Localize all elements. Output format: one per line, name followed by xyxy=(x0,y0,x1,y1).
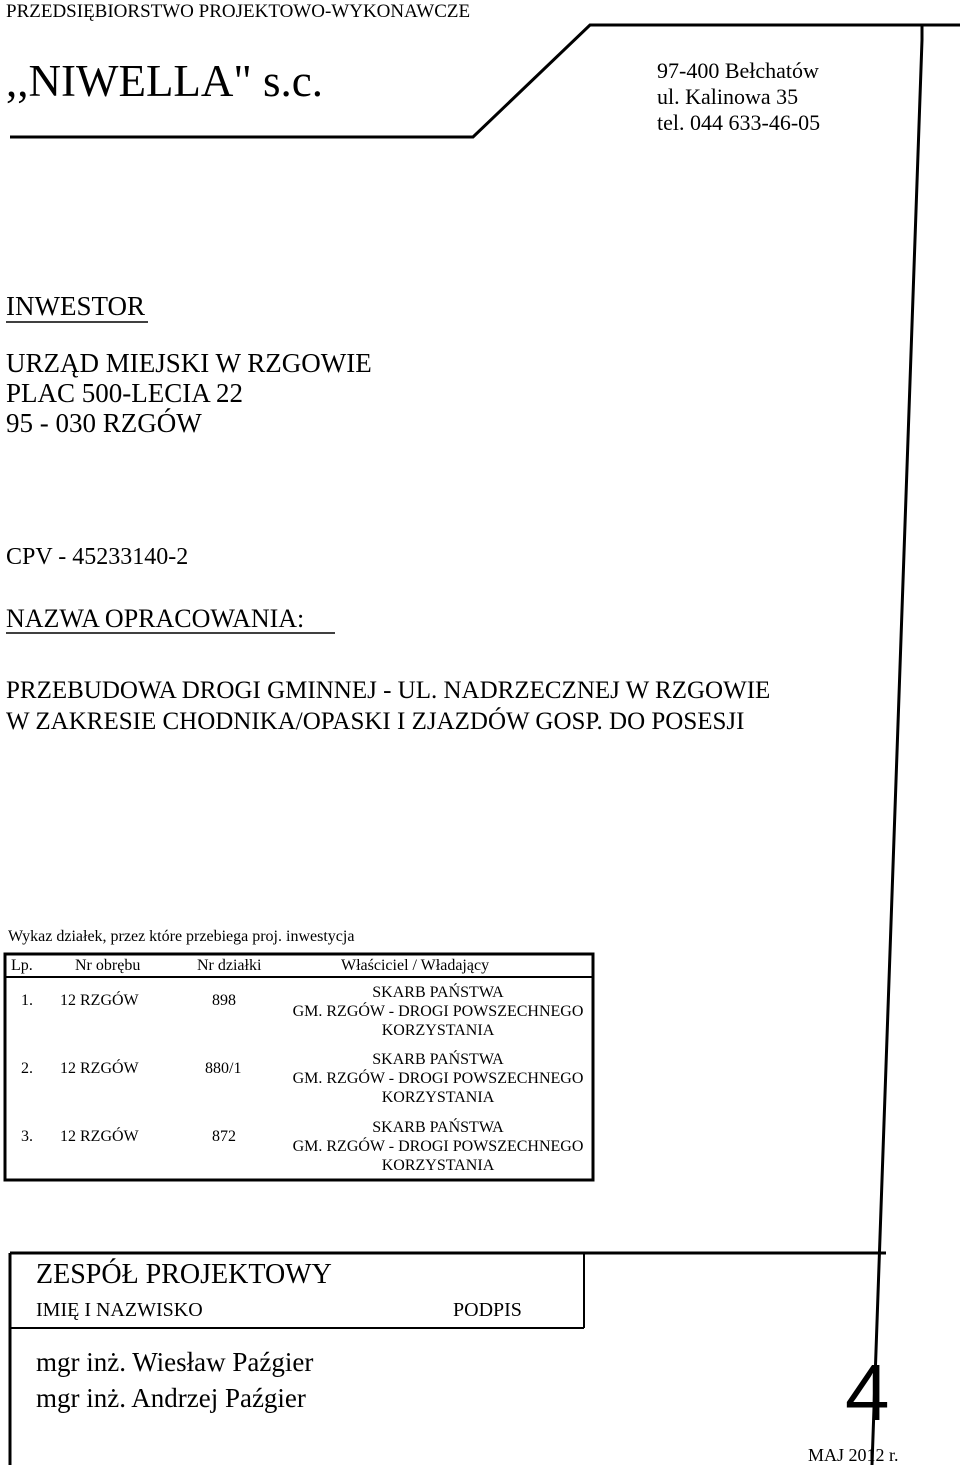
row-lp: 1. xyxy=(21,992,33,1009)
row-lp: 3. xyxy=(21,1128,33,1145)
team-sign-header: PODPIS xyxy=(453,1299,522,1321)
issue-date: MAJ 2012 r. xyxy=(808,1445,899,1465)
team-name-header: IMIĘ I NAZWISKO xyxy=(36,1299,203,1321)
team-members xyxy=(36,1344,313,1416)
address-street: ul. Kalinowa 35 xyxy=(657,84,799,109)
owner-line: SKARB PAŃSTWA xyxy=(372,1119,504,1136)
project-title-line: W ZAKRESIE CHODNIKA/OPASKI I ZJAZDÓW GOSP. DO POSESJI xyxy=(6,708,745,735)
team-member: mgr inż. Andrzej Paźgier xyxy=(36,1383,306,1413)
row-owner xyxy=(283,1050,593,1107)
project-title-line: PRZEBUDOWA DROGI GMINNEJ - UL. NADRZECZNEJ W RZGOWIE xyxy=(6,677,771,704)
investor-street: PLAC 500-LECIA 22 xyxy=(6,378,244,408)
investor-block xyxy=(6,348,372,438)
row-owner xyxy=(283,1118,593,1175)
owner-line: GM. RZGÓW - DROGI POWSZECHNEGO xyxy=(292,1003,584,1020)
row-owner xyxy=(283,983,593,1040)
header-dzialka: Nr działki xyxy=(197,957,262,974)
cpv-code: CPV - 45233140-2 xyxy=(6,544,189,570)
investor-city: 95 - 030 RZGÓW xyxy=(6,408,202,438)
owner-line: SKARB PAŃSTWA xyxy=(372,1051,504,1068)
address-city: 97-400 Bełchatów xyxy=(657,58,819,83)
investor-name: URZĄD MIEJSKI W RZGOWIE xyxy=(6,348,372,378)
sheet-number: 4 xyxy=(845,1348,890,1437)
owner-line: KORZYSTANIA xyxy=(381,1022,495,1039)
investor-label: INWESTOR xyxy=(6,291,145,321)
parcels-title: Wykaz działek, przez które przebiega proj. inwestycja xyxy=(8,928,355,945)
owner-line: KORZYSTANIA xyxy=(381,1089,495,1106)
header-lp: Lp. xyxy=(11,957,33,974)
header-obreb: Nr obrębu xyxy=(75,957,141,974)
row-dzialka: 872 xyxy=(212,1128,236,1145)
project-label: NAZWA OPRACOWANIA: xyxy=(6,604,305,633)
project-title xyxy=(6,675,770,737)
row-obreb: 12 RZGÓW xyxy=(60,1128,139,1145)
address-phone: tel. 044 633-46-05 xyxy=(657,110,821,135)
owner-line: KORZYSTANIA xyxy=(381,1157,495,1174)
company-line: PRZEDSIĘBIORSTWO PROJEKTOWO-WYKONAWCZE xyxy=(6,1,471,22)
owner-line: SKARB PAŃSTWA xyxy=(372,984,504,1001)
team-member: mgr inż. Wiesław Paźgier xyxy=(36,1347,314,1377)
row-obreb: 12 RZGÓW xyxy=(60,1060,139,1077)
company-address xyxy=(657,58,820,136)
owner-line: GM. RZGÓW - DROGI POWSZECHNEGO xyxy=(292,1070,584,1087)
row-obreb: 12 RZGÓW xyxy=(60,992,139,1009)
team-title: ZESPÓŁ PROJEKTOWY xyxy=(36,1259,332,1290)
row-lp: 2. xyxy=(21,1060,33,1077)
header-owner: Właściciel / Władający xyxy=(341,957,490,974)
row-dzialka: 880/1 xyxy=(205,1060,242,1077)
owner-line: GM. RZGÓW - DROGI POWSZECHNEGO xyxy=(292,1138,584,1155)
company-name: ,,NIWELLA" s.c. xyxy=(6,56,324,106)
row-dzialka: 898 xyxy=(212,992,236,1009)
